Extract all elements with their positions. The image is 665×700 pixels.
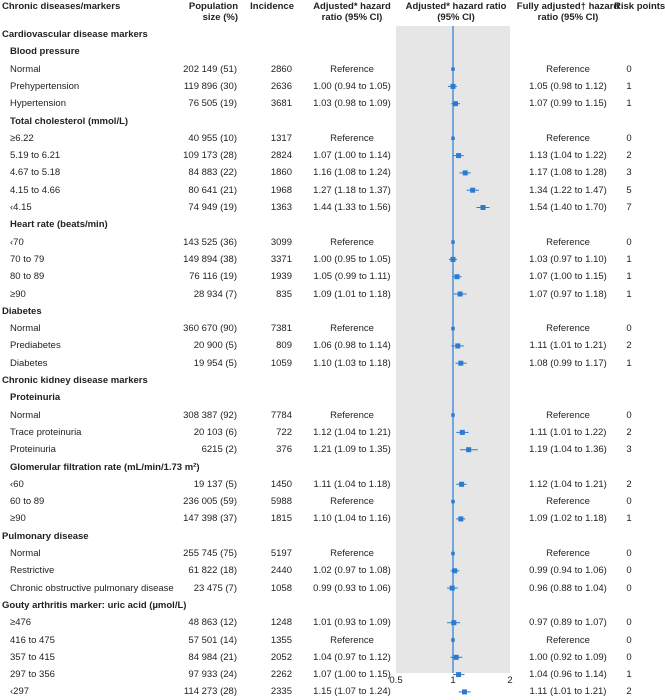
risk-points-cell: 1 [626, 357, 632, 369]
row-label: 4.67 to 5.18 [10, 167, 61, 179]
population-cell: 61 822 (18) [188, 565, 237, 577]
fully-adjusted-hr-cell: 1.05 (0.98 to 1.12) [529, 80, 607, 92]
population-cell: 84 883 (22) [188, 167, 237, 179]
incidence-cell: 2262 [270, 669, 292, 681]
risk-points-cell: 1 [626, 669, 632, 681]
incidence-cell: 1355 [270, 634, 292, 646]
population-cell: 114 273 (28) [183, 686, 237, 698]
hr-marker [460, 430, 465, 435]
header-adjusted: Adjusted* hazard ratio (95% CI) [313, 1, 391, 23]
risk-points-cell: 7 [626, 202, 632, 213]
incidence-cell: 2335 [270, 686, 292, 698]
incidence-cell: 1968 [270, 184, 292, 196]
population-cell: 119 896 (30) [183, 80, 237, 92]
population-cell: 360 670 (90) [183, 323, 237, 335]
row-label: ‹70 [10, 236, 24, 248]
incidence-cell: 835 [276, 288, 292, 300]
risk-points-cell: 2 [626, 478, 632, 490]
risk-points-cell: 1 [626, 253, 632, 265]
incidence-cell: 5197 [270, 548, 292, 559]
adjusted-hr-cell: 1.15 (1.07 to 1.24) [313, 686, 391, 698]
row-label: 416 to 475 [10, 634, 55, 646]
population-cell: 76 116 (19) [189, 271, 237, 283]
hr-marker [451, 84, 456, 89]
adjusted-hr-cell: 1.16 (1.08 to 1.24) [313, 167, 391, 179]
incidence-cell: 3099 [270, 236, 292, 248]
hr-marker [451, 137, 455, 141]
fully-adjusted-hr-cell: 1.13 (1.04 to 1.22) [529, 150, 607, 162]
incidence-cell: 3681 [270, 98, 292, 110]
risk-points-cell: 1 [626, 513, 632, 525]
section-label: Blood pressure [10, 46, 80, 58]
population-cell: 23 475 (7) [193, 582, 237, 594]
hr-marker [453, 101, 458, 106]
population-cell: 202 149 (51) [183, 63, 237, 75]
fully-adjusted-hr-cell: 1.11 (1.01 to 1.21) [529, 340, 607, 352]
x-tick-label: 2 [507, 675, 513, 686]
incidence-cell: 376 [276, 444, 292, 456]
row-label: Restrictive [10, 565, 55, 577]
population-cell: 147 398 (37) [183, 513, 237, 525]
hr-marker [450, 586, 455, 591]
risk-points-cell: 2 [626, 150, 632, 162]
header-label: Chronic diseases/markers [2, 1, 121, 12]
fully-adjusted-hr-cell: 1.34 (1.22 to 1.47) [529, 184, 607, 196]
population-cell: 149 894 (38) [183, 253, 237, 265]
row-label: 357 to 415 [10, 651, 55, 663]
adjusted-hr-cell: 1.11 (1.04 to 1.18) [313, 478, 391, 490]
row-label: 4.15 to 4.66 [10, 184, 61, 196]
header-incidence: Incidence [250, 1, 294, 12]
fully-adjusted-hr-cell: 1.11 (1.01 to 1.22) [529, 426, 607, 438]
adjusted-hr-cell: 1.10 (1.04 to 1.16) [313, 513, 391, 525]
population-cell: 20 900 (5) [193, 340, 237, 352]
fully-adjusted-hr-cell: Reference [546, 323, 590, 335]
incidence-cell: 2860 [270, 63, 292, 75]
risk-points-cell: 0 [626, 651, 632, 663]
row-label: ≥476 [10, 617, 32, 629]
adjusted-hr-cell: Reference [330, 409, 374, 421]
section-label: Glomerular filtration rate (mL/min/1.73 m²) [10, 461, 200, 473]
fully-adjusted-hr-cell: 1.03 (0.97 to 1.10) [529, 253, 607, 265]
population-cell: 19 137 (5) [193, 478, 237, 490]
adjusted-hr-cell: 1.05 (0.99 to 1.11) [313, 271, 391, 283]
hr-marker [455, 274, 460, 279]
hr-marker [456, 672, 461, 677]
incidence-cell: 2824 [270, 150, 292, 162]
incidence-cell: 3371 [270, 253, 292, 265]
hr-marker [451, 240, 455, 244]
population-cell: 40 955 (10) [188, 132, 237, 144]
row-label: Prediabetes [10, 340, 61, 352]
incidence-cell: 1248 [270, 617, 292, 629]
fully-adjusted-hr-cell: 1.54 (1.40 to 1.70) [529, 202, 607, 213]
hr-marker [451, 327, 455, 331]
row-label: 297 to 356 [10, 669, 55, 681]
header-risk-points: Risk points [614, 1, 665, 12]
x-tick-label: 0.5 [389, 675, 403, 686]
population-cell: 19 954 (5) [193, 357, 237, 369]
fully-adjusted-hr-cell: 1.11 (1.01 to 1.21) [529, 686, 607, 698]
adjusted-hr-cell: Reference [330, 634, 374, 646]
population-cell: 84 984 (21) [188, 651, 237, 663]
hr-marker [463, 170, 468, 175]
hr-marker [462, 689, 467, 694]
population-cell: 76 505 (19) [188, 98, 237, 110]
fully-adjusted-hr-cell: Reference [546, 63, 590, 75]
fully-adjusted-hr-cell: 1.04 (0.96 to 1.14) [529, 669, 607, 681]
adjusted-hr-cell: 1.00 (0.94 to 1.05) [313, 80, 391, 92]
row-label: Normal [10, 548, 41, 559]
hr-marker [452, 568, 457, 573]
incidence-cell: 2440 [270, 565, 292, 577]
row-label: Normal [10, 63, 41, 75]
row-label: 80 to 89 [10, 271, 45, 283]
section-label: Pulmonary disease [2, 530, 89, 542]
adjusted-hr-cell: Reference [330, 548, 374, 559]
population-cell: 143 525 (36) [183, 236, 237, 248]
risk-points-cell: 2 [626, 686, 632, 698]
incidence-cell: 1939 [270, 271, 292, 283]
fully-adjusted-hr-cell: 1.07 (1.00 to 1.15) [529, 271, 607, 283]
row-label: 5.19 to 6.21 [10, 150, 61, 162]
fully-adjusted-hr-cell: Reference [546, 548, 590, 559]
adjusted-hr-cell: 1.10 (1.03 to 1.18) [313, 357, 391, 369]
risk-points-cell: 3 [626, 444, 632, 456]
fully-adjusted-hr-cell: Reference [546, 132, 590, 144]
row-label: Diabetes [10, 357, 48, 369]
fully-adjusted-hr-cell: Reference [546, 496, 590, 508]
hr-marker [456, 153, 461, 158]
section-label: Diabetes [2, 305, 42, 317]
hr-marker [454, 655, 459, 660]
header-fully-adjusted: Fully adjusted† hazard ratio (95% CI) [516, 1, 620, 23]
risk-points-cell: 0 [626, 496, 632, 508]
row-label: Normal [10, 323, 41, 335]
x-tick-label: 1 [450, 675, 456, 686]
incidence-cell: 722 [276, 426, 292, 438]
header-plot: Adjusted* hazard ratio (95% CI) [405, 1, 507, 23]
row-label: ‹297 [10, 686, 30, 698]
adjusted-hr-cell: 0.99 (0.93 to 1.06) [313, 582, 391, 594]
incidence-cell: 1450 [270, 478, 292, 490]
hr-marker [455, 343, 460, 348]
section-label: Proteinuria [10, 392, 61, 404]
fully-adjusted-hr-cell: 1.17 (1.08 to 1.28) [529, 167, 607, 179]
hr-marker [451, 67, 455, 71]
adjusted-hr-cell: 1.01 (0.93 to 1.09) [313, 617, 391, 629]
adjusted-hr-cell: 1.09 (1.01 to 1.18) [313, 288, 391, 300]
risk-points-cell: 5 [626, 184, 632, 196]
incidence-cell: 7784 [270, 409, 292, 421]
hr-marker [451, 552, 455, 556]
population-cell: 20 103 (6) [193, 426, 237, 438]
population-cell: 97 933 (24) [188, 669, 237, 681]
section-label: Gouty arthritis marker: uric acid (µmol/L) [2, 599, 187, 611]
population-cell: 57 501 (14) [188, 634, 237, 646]
header-population: Population size (%) [188, 1, 238, 23]
hr-marker [451, 620, 456, 625]
row-label: ≥6.22 [10, 132, 34, 144]
row-label: ≥90 [10, 513, 26, 525]
risk-points-cell: 1 [626, 288, 632, 300]
risk-points-cell: 0 [626, 323, 632, 335]
fully-adjusted-hr-cell: 0.96 (0.88 to 1.04) [529, 582, 607, 594]
row-label: Trace proteinuria [10, 426, 82, 438]
fully-adjusted-hr-cell: 1.08 (0.99 to 1.17) [529, 357, 607, 369]
incidence-cell: 1363 [270, 202, 292, 213]
hr-marker [459, 482, 464, 487]
population-cell: 6215 (2) [201, 444, 237, 456]
row-label: 70 to 79 [10, 253, 45, 265]
row-label: ≥90 [10, 288, 26, 300]
adjusted-hr-cell: 1.04 (0.97 to 1.12) [313, 651, 391, 663]
hr-marker [466, 447, 471, 452]
adjusted-hr-cell: 1.07 (1.00 to 1.15) [313, 669, 391, 681]
section-label: Chronic kidney disease markers [2, 375, 148, 386]
risk-points-cell: 0 [626, 236, 632, 248]
adjusted-hr-cell: 1.12 (1.04 to 1.21) [313, 426, 391, 438]
adjusted-hr-cell: 1.44 (1.33 to 1.56) [313, 202, 391, 213]
row-label: Chronic obstructive pulmonary disease [10, 582, 174, 594]
risk-points-cell: 3 [626, 167, 632, 179]
adjusted-hr-cell: 1.03 (0.98 to 1.09) [313, 98, 391, 110]
hr-marker [470, 188, 475, 193]
population-cell: 48 863 (12) [188, 617, 237, 629]
risk-points-cell: 0 [626, 582, 632, 594]
population-cell: 236 005 (59) [183, 496, 237, 508]
adjusted-hr-cell: Reference [330, 323, 374, 335]
section-label: Cardiovascular disease markers [2, 29, 148, 40]
population-cell: 80 641 (21) [188, 184, 237, 196]
hr-marker [480, 205, 485, 210]
adjusted-hr-cell: 1.06 (0.98 to 1.14) [313, 340, 391, 352]
row-label: 60 to 89 [10, 496, 45, 508]
adjusted-hr-cell: Reference [330, 63, 374, 75]
hr-marker [458, 516, 463, 521]
hr-marker [458, 361, 463, 366]
row-label: Normal [10, 409, 41, 421]
risk-points-cell: 0 [626, 63, 632, 75]
population-cell: 308 387 (92) [183, 409, 237, 421]
incidence-cell: 1860 [270, 167, 292, 179]
adjusted-hr-cell: 1.27 (1.18 to 1.37) [313, 184, 391, 196]
risk-points-cell: 1 [626, 271, 632, 283]
hr-marker [451, 500, 455, 504]
risk-points-cell: 2 [626, 340, 632, 352]
section-label: Total cholesterol (mmol/L) [10, 115, 129, 127]
adjusted-hr-cell: Reference [330, 236, 374, 248]
risk-points-cell: 0 [626, 565, 632, 577]
incidence-cell: 1317 [270, 132, 292, 144]
fully-adjusted-hr-cell: 1.12 (1.04 to 1.21) [529, 478, 607, 490]
risk-points-cell: 0 [626, 409, 632, 421]
fully-adjusted-hr-cell: 1.00 (0.92 to 1.09) [529, 651, 607, 663]
adjusted-hr-cell: 1.21 (1.09 to 1.35) [313, 444, 391, 456]
risk-points-cell: 1 [626, 98, 632, 110]
incidence-cell: 1815 [270, 513, 292, 525]
incidence-cell: 2052 [270, 651, 292, 663]
hr-marker [458, 292, 463, 297]
population-cell: 74 949 (19) [188, 202, 237, 213]
row-label: ‹60 [10, 478, 24, 490]
adjusted-hr-cell: 1.00 (0.95 to 1.05) [313, 253, 391, 265]
population-cell: 255 745 (75) [183, 548, 237, 559]
fully-adjusted-hr-cell: 0.99 (0.94 to 1.06) [529, 565, 607, 577]
risk-points-cell: 0 [626, 634, 632, 646]
incidence-cell: 1059 [270, 357, 292, 369]
adjusted-hr-cell: Reference [330, 496, 374, 508]
risk-points-cell: 1 [626, 80, 632, 92]
row-label: Proteinuria [10, 444, 56, 456]
fully-adjusted-hr-cell: Reference [546, 236, 590, 248]
fully-adjusted-hr-cell: Reference [546, 409, 590, 421]
hr-marker [451, 257, 456, 262]
section-label: Heart rate (beats/min) [10, 219, 108, 231]
incidence-cell: 7381 [270, 323, 292, 335]
fully-adjusted-hr-cell: 1.07 (0.99 to 1.15) [529, 98, 607, 110]
hr-marker [451, 638, 455, 642]
fully-adjusted-hr-cell: 1.19 (1.04 to 1.36) [529, 444, 607, 456]
adjusted-hr-cell: 1.07 (1.00 to 1.14) [313, 150, 391, 162]
incidence-cell: 5988 [270, 496, 292, 508]
adjusted-hr-cell: Reference [330, 132, 374, 144]
fully-adjusted-hr-cell: 0.97 (0.89 to 1.07) [529, 617, 607, 629]
table-row [0, 683, 640, 700]
incidence-cell: 2636 [270, 80, 292, 92]
fully-adjusted-hr-cell: 1.07 (0.97 to 1.18) [529, 288, 607, 300]
adjusted-hr-cell: 1.02 (0.97 to 1.08) [313, 565, 391, 577]
risk-points-cell: 0 [626, 617, 632, 629]
incidence-cell: 809 [276, 340, 292, 352]
row-label: Hypertension [10, 98, 66, 110]
risk-points-cell: 0 [626, 548, 632, 559]
risk-points-cell: 0 [626, 132, 632, 144]
population-cell: 28 934 (7) [193, 288, 237, 300]
fully-adjusted-hr-cell: 1.09 (1.02 to 1.18) [529, 513, 607, 525]
risk-points-cell: 2 [626, 426, 632, 438]
row-label: Prehypertension [10, 80, 80, 92]
row-label: ‹4.15 [10, 202, 32, 213]
incidence-cell: 1058 [270, 582, 292, 594]
population-cell: 109 173 (28) [183, 150, 237, 162]
fully-adjusted-hr-cell: Reference [546, 634, 590, 646]
hr-marker [451, 413, 455, 417]
